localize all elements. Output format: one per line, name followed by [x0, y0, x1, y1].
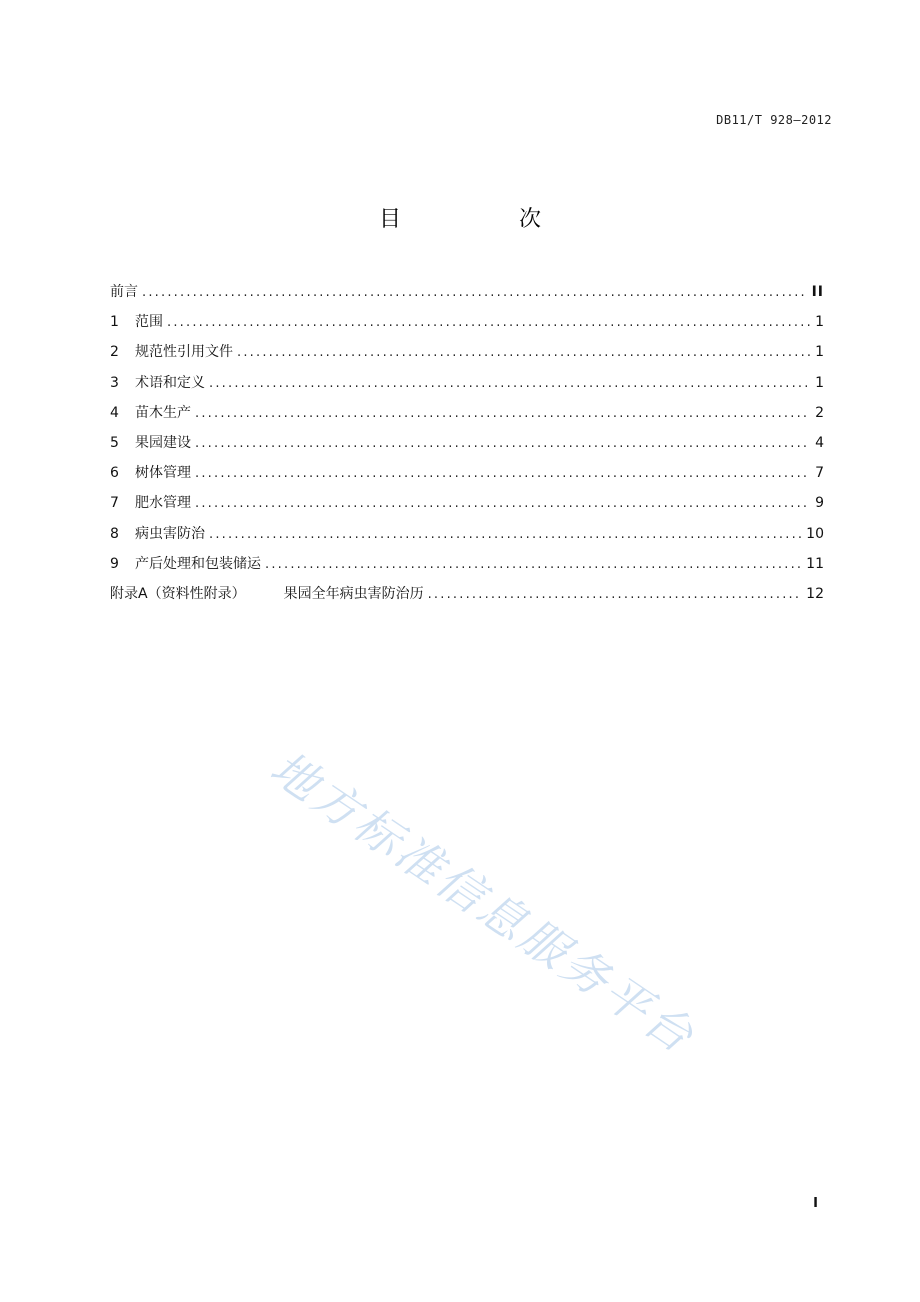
toc-entry-page: 1	[815, 374, 824, 391]
toc-leader-dots	[428, 580, 803, 610]
toc-entry-label: 前言	[110, 284, 138, 300]
toc-entry-page: 1	[815, 344, 824, 361]
toc-entry-number: 5	[110, 434, 119, 451]
toc-appendix-title: 果园全年病虫害防治历	[283, 585, 424, 602]
toc-leader-dots	[265, 550, 802, 580]
watermark: 地方标准信息服务平台	[260, 740, 706, 1065]
toc-entry-6[interactable]	[110, 458, 824, 488]
page-title: 目 次	[378, 207, 589, 232]
toc-entry-label: 术语和定义	[135, 374, 205, 391]
toc-entry-label: 病虫害防治	[135, 525, 205, 542]
toc-entry-number: 9	[110, 555, 119, 572]
toc-entry-page: 4	[815, 434, 824, 451]
toc-entry-4[interactable]	[110, 398, 824, 428]
toc-entry-label: 肥水管理	[135, 495, 191, 512]
page-number: I	[813, 1196, 818, 1211]
toc-entry-label: 苗木生产	[135, 404, 191, 421]
toc-leader-dots	[167, 308, 810, 338]
toc-entry-appendix-a[interactable]	[110, 579, 824, 609]
toc-entry-2[interactable]	[110, 337, 824, 367]
toc-entry-number: 4	[110, 404, 119, 421]
toc-entry-number: 7	[110, 495, 119, 512]
toc-entry-9[interactable]	[110, 549, 824, 579]
toc-entry-7[interactable]	[110, 488, 824, 518]
toc-entry-number: 6	[110, 465, 119, 482]
toc-entry-label: 规范性引用文件	[135, 344, 233, 361]
toc-appendix-label: 附录A（资料性附录）	[110, 585, 246, 602]
toc-entry-page: II	[811, 284, 824, 300]
toc-leader-dots	[142, 278, 808, 308]
toc-entry-label: 产后处理和包装储运	[135, 555, 261, 572]
toc-entry-1[interactable]	[110, 307, 824, 337]
toc-entry-8[interactable]	[110, 519, 824, 549]
toc-leader-dots	[195, 399, 810, 429]
toc-entry-page: 7	[815, 465, 824, 482]
toc-entry-page: 9	[815, 495, 824, 512]
toc-entry-foreword[interactable]	[110, 277, 824, 307]
toc-entry-label: 树体管理	[135, 465, 191, 482]
toc-leader-dots	[195, 429, 810, 459]
toc-leader-dots	[209, 520, 802, 550]
toc-entry-number: 8	[110, 525, 119, 542]
toc-entry-page: 10	[806, 525, 824, 542]
toc-entry-number: 1	[110, 314, 119, 331]
toc-entry-5[interactable]	[110, 428, 824, 458]
toc-entry-number: 3	[110, 374, 119, 391]
toc-entry-3[interactable]	[110, 368, 824, 398]
toc-leader-dots	[237, 338, 810, 368]
table-of-contents	[110, 277, 824, 609]
toc-entry-page: 2	[815, 404, 824, 421]
toc-leader-dots	[195, 489, 810, 519]
toc-leader-dots	[209, 369, 810, 399]
document-code: DB11/T 928—2012	[716, 113, 832, 127]
toc-entry-page: 1	[815, 314, 824, 331]
toc-leader-dots	[195, 459, 810, 489]
toc-entry-label: 范围	[135, 314, 163, 331]
toc-entry-number: 2	[110, 344, 119, 361]
toc-entry-page: 11	[806, 555, 824, 572]
toc-entry-label: 果园建设	[135, 434, 191, 451]
toc-entry-page: 12	[806, 585, 824, 602]
